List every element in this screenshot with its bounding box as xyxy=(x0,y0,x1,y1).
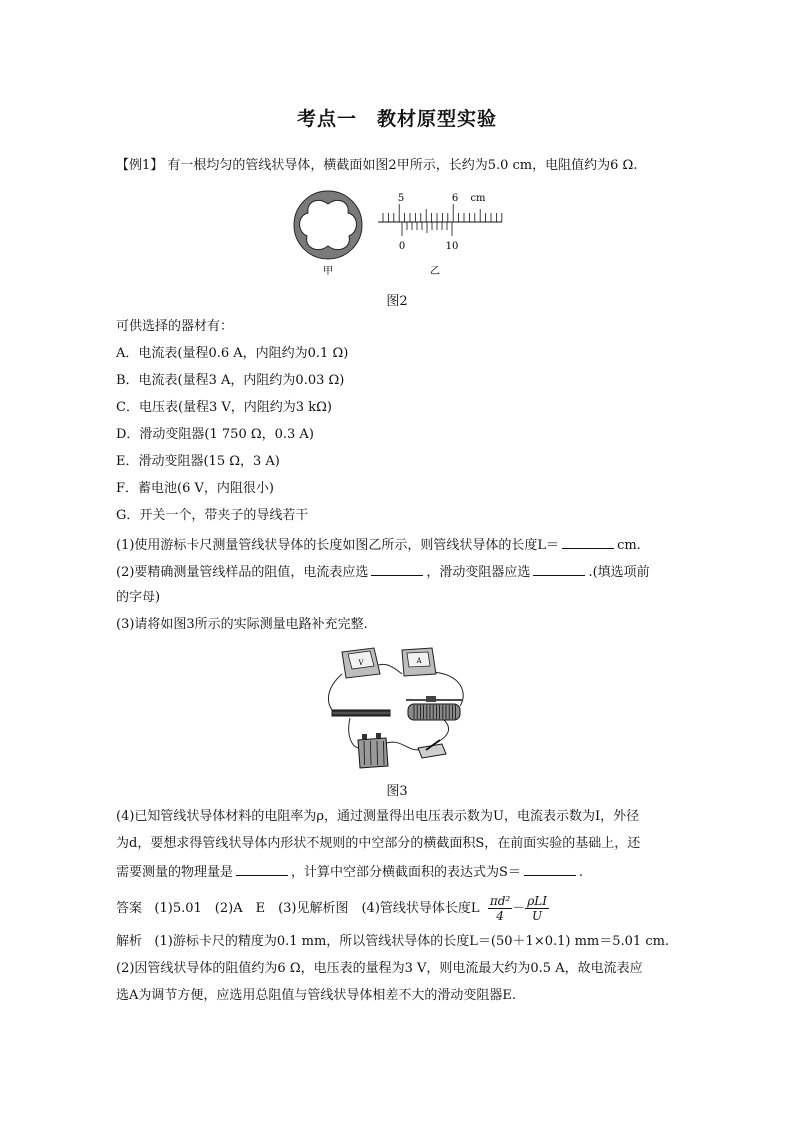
figure-3-circuit xyxy=(322,644,472,772)
equipment-item-e: E．滑动变阻器(15 Ω，3 A) xyxy=(116,454,280,469)
analysis-text-1: (1)游标卡尺的精度为0.1 mm，所以管线状导体的长度L＝(50＋1×0.1) mm＝5.01 cm. xyxy=(154,934,670,949)
equipment-item-a: A．电流表(量程0.6 A，内阻约为0.1 Ω) xyxy=(116,346,349,361)
question-4-line-2: 为d，要想求得管线状导体内形状不规则的中空部分的横截面积S，在前面实验的基础上，还 xyxy=(116,836,641,851)
main-scale-label-5: 5 xyxy=(397,193,405,204)
conductor-sample-icon xyxy=(332,710,390,716)
example-tag: 【例1】 xyxy=(116,158,164,173)
example-statement xyxy=(116,158,637,174)
figure-label-yi: 乙 xyxy=(430,266,440,277)
equipment-item-f: F．蓄电池(6 V，内阻很小) xyxy=(116,481,274,496)
analysis-line-2: (2)因管线状导体的阻值约为6 Ω，电压表的量程为3 V，则电流最大约为0.5 A，故电流表应 xyxy=(116,961,643,976)
answer-text: (1)5.01 (2)A E (3)见解析图 (4)管线状导体长度L xyxy=(154,901,480,916)
question-3: (3)请将如图3所示的实际测量电路补充完整. xyxy=(116,617,368,632)
cross-section-diagram xyxy=(294,191,362,259)
ammeter-icon xyxy=(402,648,436,676)
battery-cell-line xyxy=(364,741,365,765)
figure-2 xyxy=(290,188,520,280)
question-2-text: (2)要精确测量管线样品的阻值，电流表应选 xyxy=(116,565,369,580)
figure-2-caption: 图2 xyxy=(386,294,408,309)
question-2-cont: 的字母) xyxy=(116,590,161,605)
voltmeter-icon xyxy=(342,648,380,678)
vernier-label-10: 10 xyxy=(445,241,459,252)
battery-icon xyxy=(358,733,388,768)
answer-fraction-2: $\frac{\text{ρLI}}{U}$ xyxy=(527,894,547,923)
vernier-caliper-diagram xyxy=(378,193,502,252)
equipment-item-c: C．电压表(量程3 V，内阻约为3 kΩ) xyxy=(116,400,332,415)
answer-blank[interactable] xyxy=(371,563,423,576)
vernier-label-0: 0 xyxy=(398,241,406,252)
figure-label-jia: 甲 xyxy=(323,266,333,277)
ammeter-label: A xyxy=(416,657,422,665)
equipment-item-d: D．滑动变阻器(1 750 Ω，0.3 A) xyxy=(116,427,314,442)
question-1 xyxy=(116,536,641,554)
answer-blank[interactable] xyxy=(533,563,585,576)
page-title: 考点一 教材原型实验 xyxy=(296,108,497,130)
battery-cell-line xyxy=(384,741,385,765)
equipment-item-b: B．电流表(量程3 A，内阻约为0.03 Ω) xyxy=(116,373,345,388)
battery-cell-line xyxy=(371,741,372,765)
switch-icon xyxy=(418,740,446,758)
question-4-line-1: (4)已知管线状导体材料的电阻率为ρ，通过测量得出电压表示数为U，电流表示数为I，外径 xyxy=(116,809,640,824)
answer-label: 答案 xyxy=(116,901,143,916)
answer-blank[interactable] xyxy=(524,863,576,876)
equipment-item-g: G．开关一个，带夹子的导线若干 xyxy=(116,508,309,523)
answer-line xyxy=(116,893,549,925)
main-scale-unit: cm xyxy=(470,193,486,204)
battery-cell-line xyxy=(377,741,378,765)
question-1-unit: cm. xyxy=(617,538,641,553)
question-2 xyxy=(116,563,650,581)
question-2-text-b: ，滑动变阻器应选 xyxy=(426,565,531,580)
question-4-text-c: 需要测量的物理量是 xyxy=(116,865,234,880)
answer-minus: － xyxy=(512,901,526,916)
answer-fraction-1: $\frac{\text{πd²}}{4}$ xyxy=(489,894,511,923)
question-1-text: (1)使用游标卡尺测量管线状导体的长度如图乙所示，则管线状导体的长度L＝ xyxy=(116,538,560,553)
question-2-text-c: .(填选项前 xyxy=(588,565,650,580)
analysis-line-1 xyxy=(116,934,669,950)
analysis-line-3: 选A为调节方便，应选用总阻值与管线状导体相差不大的滑动变阻器E. xyxy=(116,988,517,1003)
main-scale-label-6: 6 xyxy=(451,193,459,204)
answer-blank[interactable] xyxy=(562,536,614,549)
question-4-text-e: . xyxy=(578,865,584,880)
question-4-text-d: ，计算中空部分横截面积的表达式为S＝ xyxy=(291,865,521,880)
answer-blank[interactable] xyxy=(236,863,288,876)
figure-3-caption: 图3 xyxy=(386,784,408,799)
rheostat-icon xyxy=(406,696,462,720)
question-4-line-3 xyxy=(116,863,583,881)
example-text: 有一根均匀的管线状导体，横截面如图2甲所示，长约为5.0 cm，电阻值约为6 Ω. xyxy=(167,158,638,173)
equipment-intro: 可供选择的器材有： xyxy=(116,319,234,334)
voltmeter-label: V xyxy=(358,659,364,667)
analysis-label: 解析 xyxy=(116,934,143,949)
